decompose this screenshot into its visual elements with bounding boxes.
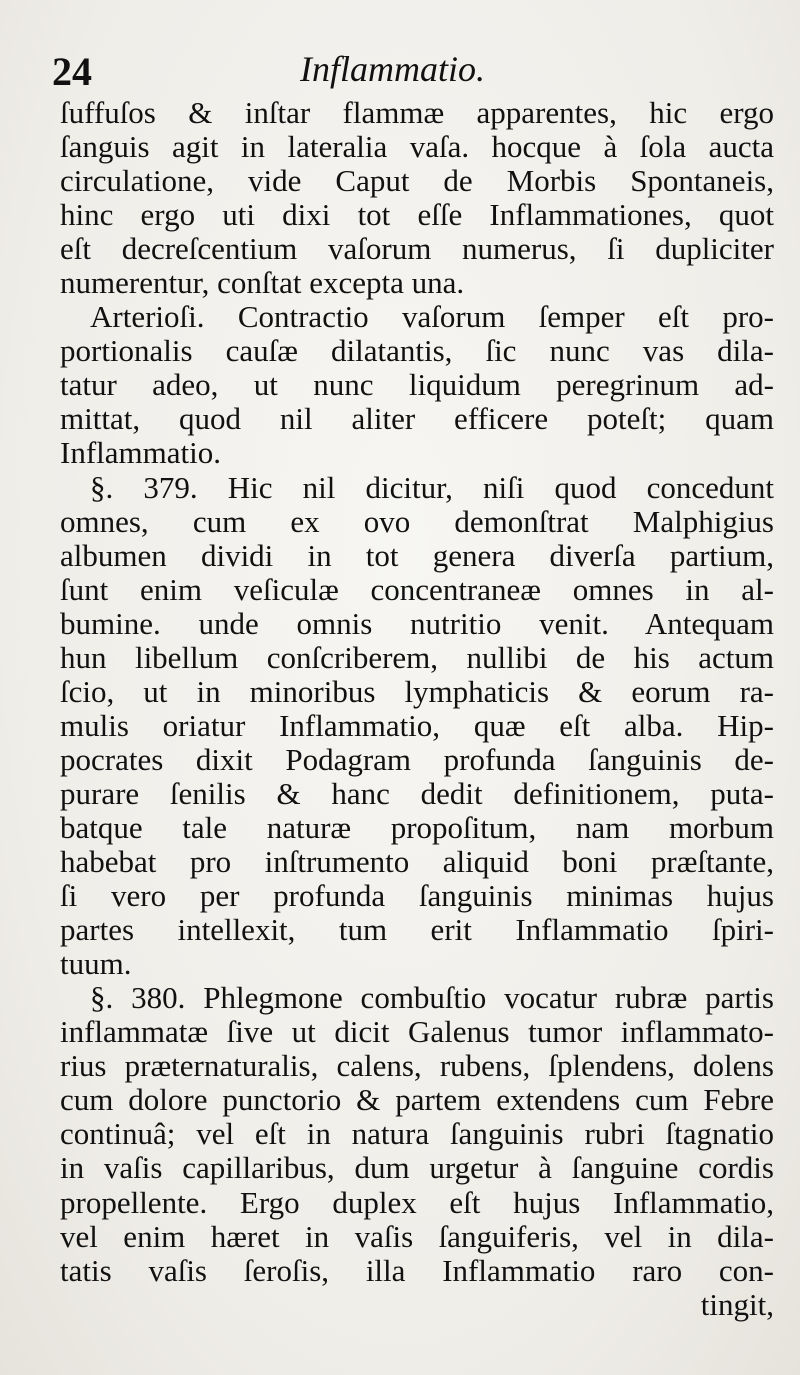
text-line: circulatione, vide Caput de Morbis Spontaneis, [60, 164, 774, 199]
text-line: batque tale naturæ propoſitum, nam morbum [60, 810, 774, 845]
text-line: cum dolore punctorio & partem extendens cum Febre [60, 1083, 774, 1118]
text-line: ſuffuſos & inſtar flammæ apparentes, hic ergo [60, 96, 774, 130]
section-379: §. 379. Hic nil dicitur, niſi quod concedunt [90, 470, 774, 505]
text-line: hinc ergo uti dixi tot eſſe Inflammationes, quot [60, 198, 774, 233]
text-line: ſunt enim veſiculæ concentraneæ omnes in al- [60, 572, 774, 607]
page-number: 24 [52, 49, 92, 94]
catchword: tingit, [700, 1287, 774, 1322]
text-line: vel enim hæret in vaſis ſanguiferis, vel in dila- [60, 1219, 774, 1254]
text-line: ſcio, ut in minoribus lymphaticis & eorum ra- [60, 674, 774, 709]
text-line: partes intellexit, tum erit Inflammatio ſpiri- [60, 913, 774, 948]
running-title: Inflammatio. [300, 49, 485, 89]
text-line: ſi vero per profunda ſanguinis minimas hujus [60, 879, 774, 914]
section-380: §. 380. Phlegmone combuſtio vocatur rubræ partis [90, 981, 774, 1016]
text-line: eſt decreſcentium vaſorum numerus, ſi dupliciter [60, 232, 774, 267]
text-line: rius præternaturalis, calens, rubens, ſplendens, dolens [60, 1049, 774, 1084]
text-line: habebat pro inſtrumento aliquid boni præſtante, [60, 845, 774, 880]
page-header [50, 48, 760, 96]
text-line: purare ſenilis & hanc dedit definitionem, puta- [60, 776, 774, 811]
text-line: mittat, quod nil aliter efficere poteſt; quam [60, 402, 774, 437]
text-line: tatur adeo, ut nunc liquidum peregrinum ad- [60, 368, 774, 403]
text-line: tuum. [60, 947, 132, 982]
text-line: tatis vaſis ſeroſis, illa Inflammatio raro con- [60, 1253, 774, 1288]
text-line: bumine. unde omnis nutritio venit. Antequam [60, 606, 774, 641]
text-line: numerentur, conſtat excepta una. [60, 266, 465, 301]
text-line: propellente. Ergo duplex eſt hujus Inflammatio, [60, 1185, 774, 1220]
text-line: ſanguis agit in lateralia vaſa. hocque à ſola aucta [60, 130, 774, 165]
body-text [60, 96, 774, 1322]
text-line: hun libellum conſcriberem, nullibi de his actum [60, 640, 774, 675]
text-line: inflammatæ ſive ut dicit Galenus tumor inflammato- [60, 1015, 774, 1050]
text-line: pocrates dixit Podagram profunda ſanguinis de- [60, 742, 774, 777]
text-line: albumen dividi in tot genera diverſa partium, [60, 538, 774, 573]
text-line: Inflammatio. [60, 436, 221, 471]
text-line: portionalis cauſæ dilatantis, ſic nunc vas dila- [60, 334, 774, 369]
text-line: in vaſis capillaribus, dum urgetur à ſanguine cordis [60, 1151, 774, 1186]
text-line: continuâ; vel eſt in natura ſanguinis rubri ſtagnatio [60, 1117, 774, 1152]
paragraph-arteriosi: Arterioſi. Contractio vaſorum ſemper eſt pro- [90, 300, 774, 335]
text-line: mulis oriatur Inflammatio, quæ eſt alba. Hip- [60, 708, 774, 743]
text-line: omnes, cum ex ovo demonſtrat Malphigius [60, 504, 774, 539]
